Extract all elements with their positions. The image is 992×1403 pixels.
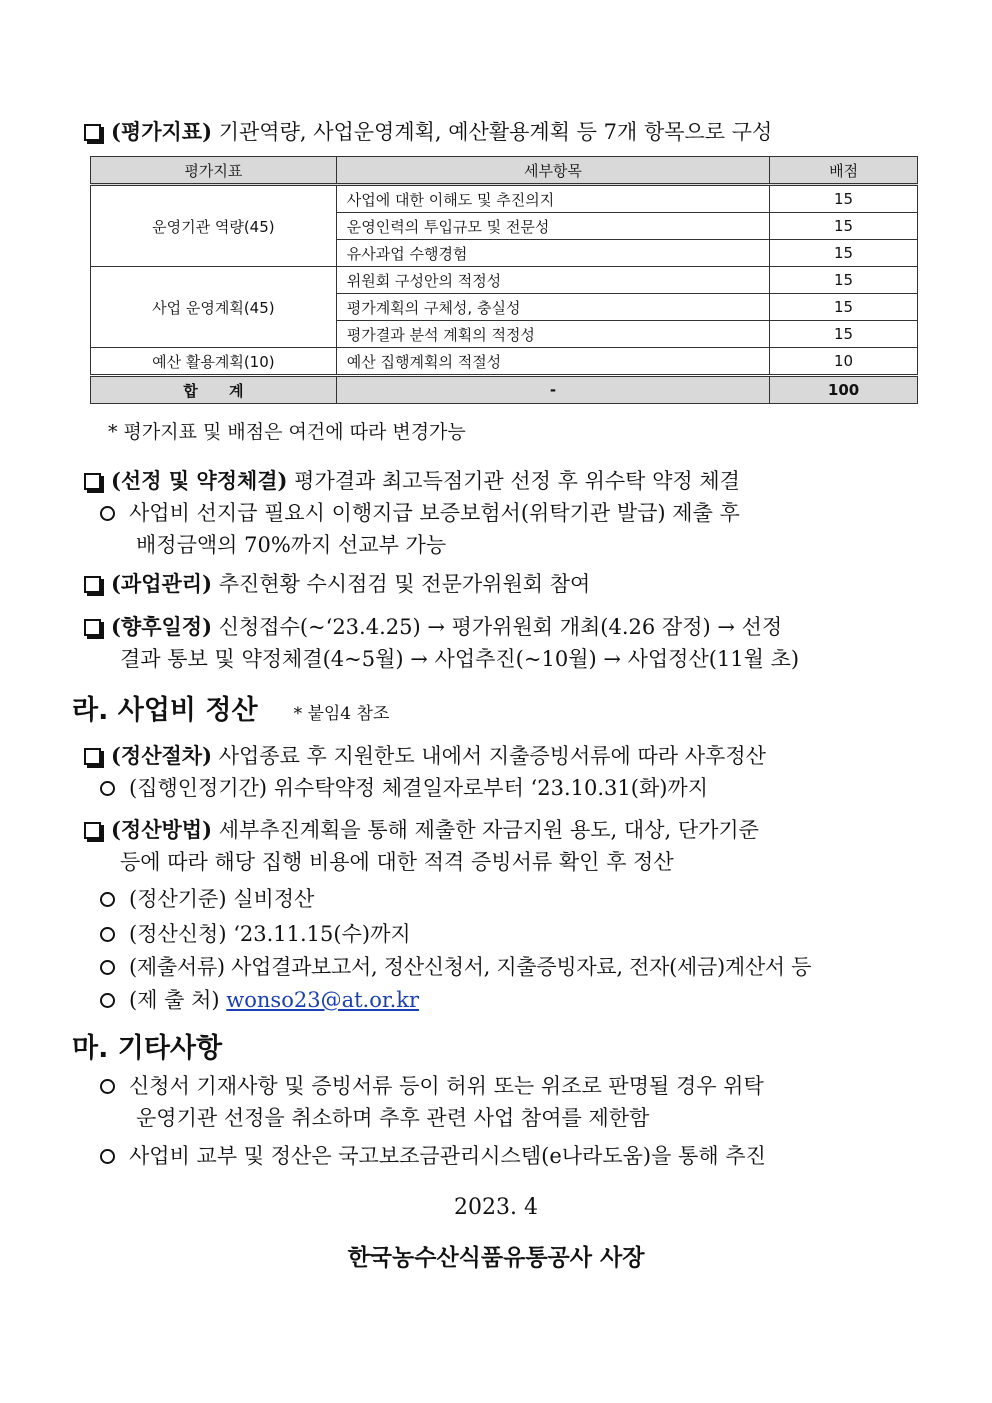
settle-method-sub: (정산기준) 실비정산 — [100, 885, 314, 913]
evaluation-table — [90, 156, 918, 404]
checkbox-square-icon — [84, 619, 101, 636]
item-cell: 예산 집행계획의 적절성 — [336, 348, 769, 376]
settle-method-heading: (정산방법) 세부추진계획을 통해 제출한 자금지원 용도, 대상, 단가기준 — [84, 816, 759, 844]
eval-heading: (평가지표) 기관역량, 사업운영계획, 예산활용계획 등 7개 항목으로 구성 — [84, 118, 772, 146]
circle-bullet-icon — [100, 506, 115, 521]
score-cell: 15 — [770, 240, 918, 267]
score-cell: 15 — [770, 267, 918, 294]
header-cell: 평가지표 — [91, 157, 337, 185]
table-total-row — [91, 376, 918, 404]
management-heading: (과업관리) 추진현황 수시점검 및 전문가위원회 참여 — [84, 570, 590, 598]
selection-heading: (선정 및 약정체결) 평가결과 최고득점기관 선정 후 위수탁 약정 체결 — [84, 467, 740, 495]
settle-method-sub: (제 출 처) wonso23@at.or.kr — [100, 986, 419, 1014]
submit-email-link[interactable]: wonso23@at.or.kr — [226, 988, 420, 1012]
item-cell: 위원회 구성안의 적정성 — [336, 267, 769, 294]
section-ra-note: * 붙임4 참조 — [293, 704, 390, 724]
eval-note: * 평가지표 및 배점은 여건에 따라 변경가능 — [108, 421, 466, 443]
section-ma-sub-cont: 운영기관 선정을 취소하며 추후 관련 사업 참여를 제한함 — [136, 1106, 650, 1130]
settle-method-sub: (제출서류) 사업결과보고서, 정산신청서, 지출증빙자료, 전자(세금)계산서 등 — [100, 953, 811, 981]
table-row — [91, 267, 918, 294]
item-cell: 운영인력의 투입규모 및 전문성 — [336, 213, 769, 240]
group-cell: 사업 운영계획(45) — [91, 267, 337, 348]
circle-bullet-icon — [100, 1149, 115, 1164]
settle-method-sub: (정산신청) ‘23.11.15(수)까지 — [100, 920, 411, 948]
checkbox-square-icon — [84, 748, 101, 765]
circle-bullet-icon — [100, 993, 115, 1008]
total-label: 합 계 — [91, 376, 337, 404]
group-cell: 운영기관 역량(45) — [91, 185, 337, 267]
selection-sub: 사업비 선지급 필요시 이행지급 보증보험서(위탁기관 발급) 제출 후 — [100, 499, 740, 527]
issuer-signature: 한국농수산식품유통공사 사장 — [347, 1245, 645, 1271]
score-cell: 15 — [770, 321, 918, 348]
table-row — [91, 185, 918, 213]
circle-bullet-icon — [100, 1079, 115, 1094]
total-detail: - — [336, 376, 769, 404]
section-ma-sub: 신청서 기재사항 및 증빙서류 등이 허위 또는 위조로 판명될 경우 위탁 — [100, 1072, 764, 1100]
circle-bullet-icon — [100, 927, 115, 942]
score-cell: 15 — [770, 185, 918, 213]
circle-bullet-icon — [100, 892, 115, 907]
total-score: 100 — [770, 376, 918, 404]
circle-bullet-icon — [100, 960, 115, 975]
header-cell: 세부항목 — [336, 157, 769, 185]
checkbox-square-icon — [84, 576, 101, 593]
score-cell: 15 — [770, 294, 918, 321]
table-header-row — [91, 157, 918, 185]
circle-bullet-icon — [100, 781, 115, 796]
score-cell: 10 — [770, 348, 918, 376]
table-row — [91, 348, 918, 376]
score-cell: 15 — [770, 213, 918, 240]
group-cell: 예산 활용계획(10) — [91, 348, 337, 376]
settle-method-cont: 등에 따라 해당 집행 비용에 대한 적격 증빙서류 확인 후 정산 — [120, 850, 674, 874]
item-cell: 사업에 대한 이해도 및 추진의지 — [336, 185, 769, 213]
section-ma-sub: 사업비 교부 및 정산은 국고보조금관리시스템(e나라도움)을 통해 추진 — [100, 1142, 766, 1170]
schedule-heading: (향후일정) 신청접수(~‘23.4.25) → 평가위원회 개최(4.26 잠정) → 선정 — [84, 613, 782, 641]
item-cell: 유사과업 수행경험 — [336, 240, 769, 267]
checkbox-square-icon — [84, 473, 101, 490]
checkbox-square-icon — [84, 822, 101, 839]
document-date: 2023. 4 — [454, 1195, 538, 1220]
checkbox-square-icon — [84, 124, 101, 141]
selection-sub-cont: 배정금액의 70%까지 선교부 가능 — [136, 533, 447, 557]
item-cell: 평가계획의 구체성, 충실성 — [336, 294, 769, 321]
section-ma-title: 마. 기타사항 — [72, 1033, 223, 1064]
header-cell: 배점 — [770, 157, 918, 185]
schedule-cont: 결과 통보 및 약정체결(4~5월) → 사업추진(~10월) → 사업정산(11월 초) — [120, 647, 800, 671]
section-ra-title: 라. 사업비 정산 * 붙임4 참조 — [72, 695, 390, 726]
settle-proc-heading: (정산절차) 사업종료 후 지원한도 내에서 지출증빙서류에 따라 사후정산 — [84, 742, 766, 770]
settle-proc-sub: (집행인정기간) 위수탁약정 체결일자로부터 ‘23.10.31(화)까지 — [100, 774, 708, 802]
item-cell: 평가결과 분석 계획의 적정성 — [336, 321, 769, 348]
